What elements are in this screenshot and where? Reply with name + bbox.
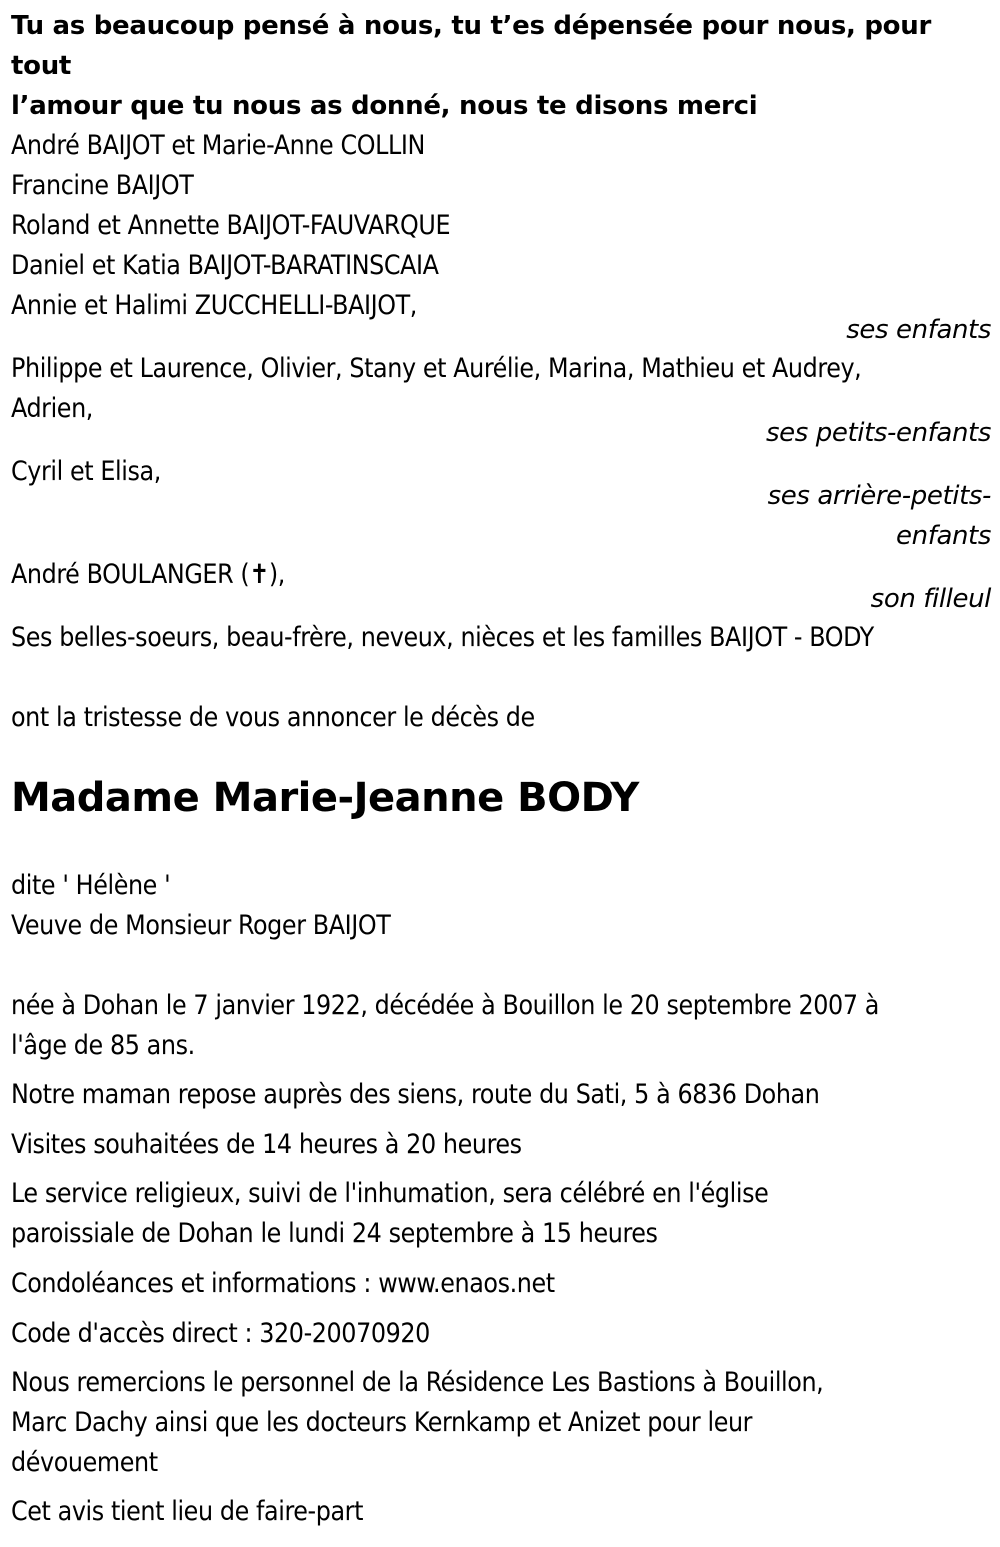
deceased-nickname: dite ' Hélène ' (11, 870, 171, 901)
godson-name-text: André BOULANGER ( (11, 559, 250, 590)
child-name: Roland et Annette BAIJOT-FAUVARQUE (11, 210, 451, 241)
relation-grandchildren: ses petits-enfants (766, 418, 991, 448)
godson-name (11, 555, 285, 595)
condolences-label: Condoléances et informations : (11, 1268, 379, 1299)
condolences-link[interactable]: www.enaos.net (378, 1268, 555, 1299)
godson-name-suffix: ), (268, 559, 285, 590)
access-code: Code d'accès direct : 320-20070920 (11, 1318, 430, 1349)
child-name: Daniel et Katia BAIJOT-BARATINSCAIA (11, 250, 439, 281)
thanks-line-3: dévouement (11, 1447, 158, 1478)
condolences-line (11, 1264, 555, 1304)
birth-death-line-2: l'âge de 85 ans. (11, 1030, 195, 1061)
relation-great-grandchildren-2: enfants (896, 521, 991, 551)
grandchildren-line-2: Adrien, (11, 393, 93, 424)
birth-death-line-1: née à Dohan le 7 janvier 1922, décédée à Bouillon le 20 septembre 2007 à (11, 990, 879, 1021)
thanks-line-2: Marc Dachy ainsi que les docteurs Kernkamp et Anizet pour leur (11, 1407, 753, 1438)
grandchildren-line-1: Philippe et Laurence, Olivier, Stany et Aurélie, Marina, Mathieu et Audrey, (11, 353, 862, 384)
relation-godson: son filleul (870, 584, 991, 614)
child-name: Francine BAIJOT (11, 170, 194, 201)
cross-icon: ✝ (249, 559, 269, 590)
thanks-line-1: Nous remercions le personnel de la Résidence Les Bastions à Bouillon, (11, 1367, 824, 1398)
announcement-text: ont la tristesse de vous annoncer le décès de (11, 702, 535, 733)
rest-place: Notre maman repose auprès des siens, route du Sati, 5 à 6836 Dohan (11, 1079, 820, 1110)
extended-family: Ses belles-soeurs, beau-frère, neveux, nièces et les familles BAIJOT - BODY (11, 622, 874, 653)
deceased-widow-of: Veuve de Monsieur Roger BAIJOT (11, 910, 391, 941)
dedication-heading (11, 6, 986, 126)
service-line-2: paroissiale de Dohan le lundi 24 septembre à 15 heures (11, 1218, 658, 1249)
visiting-hours: Visites souhaitées de 14 heures à 20 heures (11, 1129, 522, 1160)
child-name: Annie et Halimi ZUCCHELLI-BAIJOT, (11, 290, 417, 321)
dedication-line-1: Tu as beaucoup pensé à nous, tu t’es dépensée pour nous, pour tout (11, 11, 931, 81)
service-line-1: Le service religieux, suivi de l'inhumation, sera célébré en l'église (11, 1178, 769, 1209)
child-name: André BAIJOT et Marie-Anne COLLIN (11, 130, 425, 161)
dedication-line-2: l’amour que tu nous as donné, nous te disons merci (11, 91, 758, 121)
deceased-name: Madame Marie-Jeanne BODY (11, 775, 639, 821)
relation-great-grandchildren-1: ses arrière-petits- (767, 481, 991, 511)
relation-children: ses enfants (846, 315, 991, 345)
closing-line: Cet avis tient lieu de faire-part (11, 1496, 364, 1527)
great-grandchildren-names: Cyril et Elisa, (11, 456, 161, 487)
